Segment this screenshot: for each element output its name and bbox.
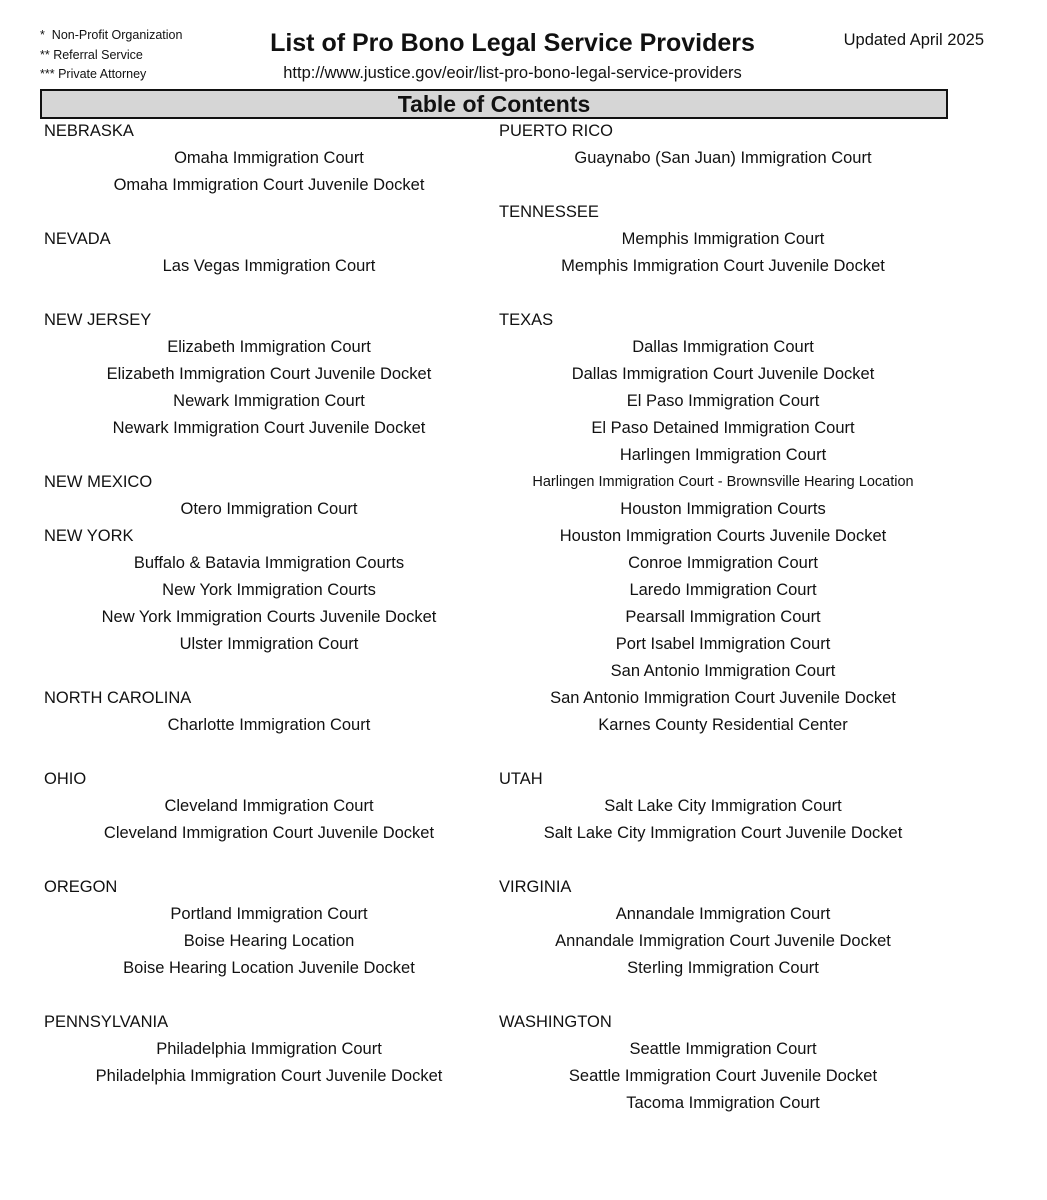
court-link[interactable]: Omaha Immigration Court Juvenile Docket — [113, 176, 425, 194]
spacer — [44, 280, 494, 307]
court-link[interactable]: Elizabeth Immigration Court Juvenile Docket — [106, 365, 432, 383]
court-link[interactable]: Las Vegas Immigration Court — [162, 257, 376, 275]
court-link[interactable]: Elizabeth Immigration Court — [167, 338, 371, 356]
court-link[interactable]: Houston Immigration Courts Juvenile Docket — [559, 527, 887, 545]
court-link[interactable]: Memphis Immigration Court — [621, 230, 825, 248]
spacer — [499, 172, 947, 199]
spacer — [44, 847, 494, 874]
spacer — [499, 739, 947, 766]
legend-item-nonprofit: * Non-Profit Organization — [40, 28, 183, 42]
court-link[interactable]: Annandale Immigration Court Juvenile Docket — [555, 932, 891, 950]
state-heading-new-york[interactable]: NEW YORK — [44, 527, 134, 545]
court-link[interactable]: Salt Lake City Immigration Court — [604, 797, 842, 815]
court-link[interactable]: Boise Hearing Location Juvenile Docket — [123, 959, 415, 977]
court-link[interactable]: Otero Immigration Court — [180, 500, 358, 518]
state-heading-texas[interactable]: TEXAS — [499, 311, 554, 329]
state-heading-nebraska[interactable]: NEBRASKA — [44, 122, 134, 140]
source-url[interactable]: http://www.justice.gov/eoir/list-pro-bono-legal-service-providers — [283, 64, 742, 82]
court-link[interactable]: Ulster Immigration Court — [179, 635, 359, 653]
state-heading-ohio[interactable]: OHIO — [44, 770, 87, 788]
legend-item-private-attorney: *** Private Attorney — [40, 67, 147, 81]
court-link[interactable]: Seattle Immigration Court — [629, 1040, 817, 1058]
state-heading-north-carolina[interactable]: NORTH CAROLINA — [44, 689, 192, 707]
court-link[interactable]: Port Isabel Immigration Court — [615, 635, 831, 653]
court-link[interactable]: Dallas Immigration Court Juvenile Docket — [571, 365, 875, 383]
state-heading-new-mexico[interactable]: NEW MEXICO — [44, 473, 153, 491]
court-link[interactable]: Laredo Immigration Court — [629, 581, 817, 599]
court-link[interactable]: San Antonio Immigration Court — [610, 662, 836, 680]
court-link[interactable]: Sterling Immigration Court — [627, 959, 819, 977]
court-link[interactable]: Omaha Immigration Court — [174, 149, 364, 167]
state-heading-oregon[interactable]: OREGON — [44, 878, 118, 896]
spacer — [499, 982, 947, 1009]
court-link[interactable]: Pearsall Immigration Court — [625, 608, 821, 626]
court-link[interactable]: Portland Immigration Court — [170, 905, 368, 923]
court-link[interactable]: Salt Lake City Immigration Court Juvenile Docket — [543, 824, 903, 842]
court-link[interactable]: San Antonio Immigration Court Juvenile Docket — [550, 689, 896, 707]
court-link[interactable]: Cleveland Immigration Court Juvenile Docket — [103, 824, 435, 842]
toc-heading: Table of Contents — [40, 89, 948, 119]
court-link[interactable]: Harlingen Immigration Court — [619, 446, 827, 464]
court-link[interactable]: Annandale Immigration Court — [615, 905, 831, 923]
state-heading-washington[interactable]: WASHINGTON — [499, 1013, 612, 1031]
updated-date: Updated April 2025 — [843, 31, 984, 49]
spacer — [44, 982, 494, 1009]
court-link[interactable]: Boise Hearing Location — [183, 932, 355, 950]
court-link[interactable]: El Paso Detained Immigration Court — [591, 419, 855, 437]
toc-right-column — [499, 118, 947, 1117]
state-heading-virginia[interactable]: VIRGINIA — [499, 878, 572, 896]
spacer — [44, 199, 494, 226]
court-link[interactable]: New York Immigration Courts Juvenile Docket — [101, 608, 437, 626]
state-heading-puerto-rico[interactable]: PUERTO RICO — [499, 122, 613, 140]
spacer — [44, 442, 494, 469]
court-link[interactable]: Conroe Immigration Court — [628, 554, 818, 572]
spacer — [499, 847, 947, 874]
state-heading-nevada[interactable]: NEVADA — [44, 230, 111, 248]
state-heading-pennsylvania[interactable]: PENNSYLVANIA — [44, 1013, 169, 1031]
court-link[interactable]: Seattle Immigration Court Juvenile Docket — [568, 1067, 878, 1085]
state-heading-tennessee[interactable]: TENNESSEE — [499, 203, 599, 221]
spacer — [44, 739, 494, 766]
court-link[interactable]: Newark Immigration Court Juvenile Docket — [112, 419, 426, 437]
court-link[interactable]: Houston Immigration Courts — [620, 500, 826, 518]
court-link[interactable]: Charlotte Immigration Court — [167, 716, 371, 734]
state-heading-new-jersey[interactable]: NEW JERSEY — [44, 311, 152, 329]
court-link[interactable]: Buffalo & Batavia Immigration Courts — [133, 554, 405, 572]
court-link[interactable]: Guaynabo (San Juan) Immigration Court — [574, 149, 872, 167]
legend-item-referral: ** Referral Service — [40, 47, 143, 62]
court-link[interactable]: Philadelphia Immigration Court Juvenile Docket — [95, 1067, 443, 1085]
spacer — [499, 280, 947, 307]
court-link[interactable]: New York Immigration Courts — [162, 581, 376, 599]
court-link[interactable]: Tacoma Immigration Court — [626, 1094, 820, 1112]
toc-left-column — [44, 118, 494, 1090]
spacer — [44, 658, 494, 685]
court-link[interactable]: Harlingen Immigration Court - Brownsville Hearing Location — [532, 474, 914, 490]
court-link[interactable]: Karnes County Residential Center — [598, 716, 848, 734]
court-link[interactable]: Dallas Immigration Court — [632, 338, 814, 356]
court-link[interactable]: Philadelphia Immigration Court — [156, 1040, 382, 1058]
state-heading-utah[interactable]: UTAH — [499, 770, 543, 788]
court-link[interactable]: Newark Immigration Court — [173, 392, 365, 410]
court-link[interactable]: Cleveland Immigration Court — [164, 797, 374, 815]
court-link[interactable]: Memphis Immigration Court Juvenile Docket — [561, 257, 885, 275]
court-link[interactable]: El Paso Immigration Court — [626, 392, 820, 410]
page-title: List of Pro Bono Legal Service Providers — [270, 29, 755, 57]
